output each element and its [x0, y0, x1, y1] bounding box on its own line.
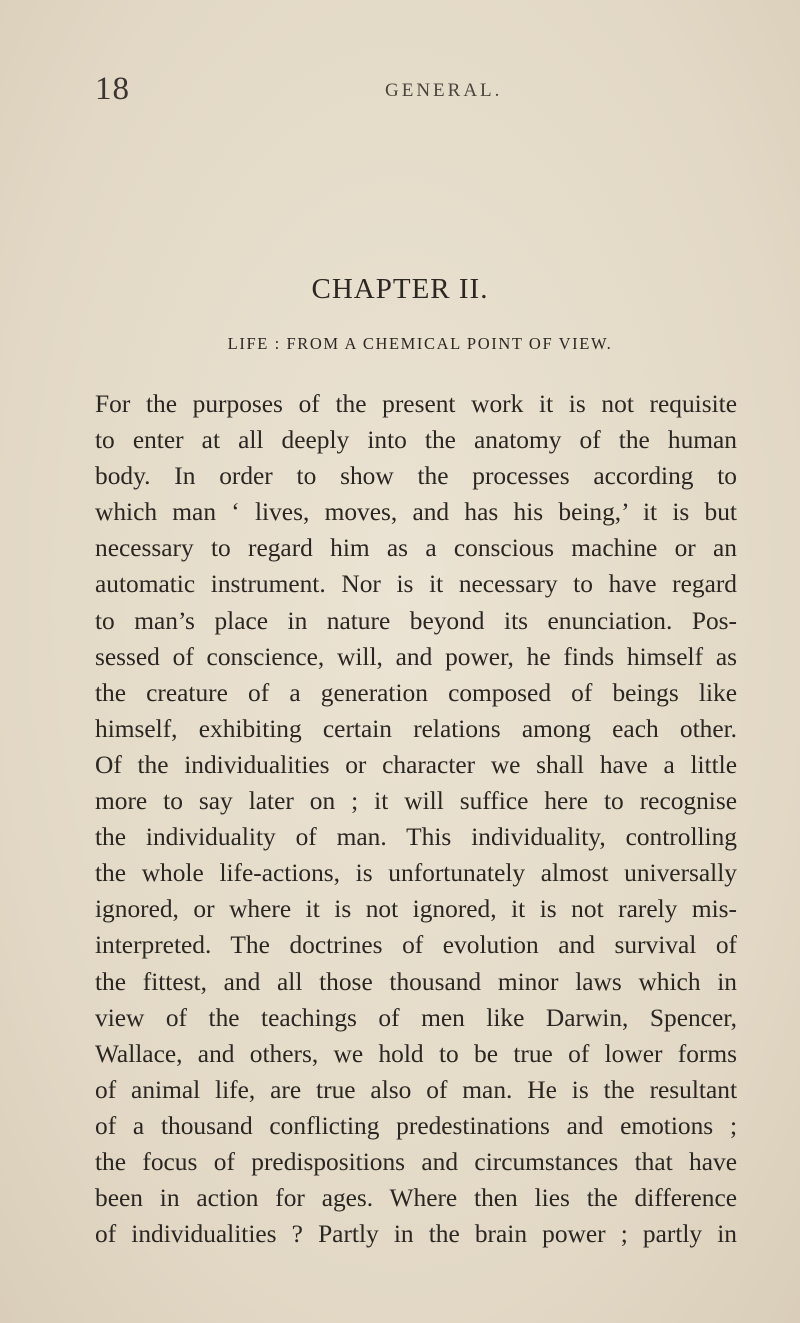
- text-line: himself, exhibiting certain relations among each other.: [95, 714, 737, 743]
- text-line: which man ‘ lives, moves, and has his being,’ it is but: [95, 498, 737, 527]
- text-line: the fittest, and all those thousand minor laws which in: [95, 967, 737, 996]
- text-line: of animal life, are true also of man. He is the resultant: [95, 1075, 737, 1104]
- text-line: Wallace, and others, we hold to be true of lower forms: [95, 1039, 737, 1068]
- text-line: the whole life-actions, is unfortunately almost universally: [95, 859, 737, 888]
- text-line: necessary to regard him as a conscious machine or an: [95, 534, 737, 563]
- text-line: of a thousand conflicting predestinations and emotions ;: [95, 1111, 737, 1140]
- text-line: the individuality of man. This individuality, controlling: [95, 823, 737, 852]
- text-line: sessed of conscience, will, and power, he finds himself as: [95, 642, 737, 671]
- text-line: the focus of predispositions and circumstances that have: [95, 1147, 737, 1176]
- running-title: GENERAL.: [385, 80, 503, 101]
- text-line: ignored, or where it is not ignored, it is not rarely mis-: [95, 895, 737, 924]
- text-line: the creature of a generation composed of beings like: [95, 678, 737, 707]
- page-number: 18: [95, 71, 130, 107]
- body-paragraph: [95, 386, 737, 1252]
- chapter-subtitle: LIFE : FROM A CHEMICAL POINT OF VIEW.: [227, 334, 613, 353]
- text-line: been in action for ages. Where then lies the difference: [95, 1184, 737, 1213]
- running-head: [95, 71, 735, 111]
- text-line: to man’s place in nature beyond its enunciation. Pos-: [95, 606, 737, 635]
- text-line: For the purposes of the present work it is not requisite: [95, 390, 737, 418]
- text-line: more to say later on ; it will suffice here to recognise: [95, 787, 737, 816]
- text-line: view of the teachings of men like Darwin, Spencer,: [95, 1003, 737, 1032]
- text-line: interpreted. The doctrines of evolution and survival of: [95, 931, 737, 960]
- text-line: body. In order to show the processes according to: [95, 462, 737, 491]
- text-line: of individualities ? Partly in the brain power ; partly in: [95, 1220, 737, 1249]
- text-line: automatic instrument. Nor is it necessary to have regard: [95, 570, 737, 599]
- text-line: Of the individualities or character we shall have a little: [95, 750, 737, 779]
- chapter-title: CHAPTER II.: [311, 273, 489, 305]
- text-line: to enter at all deeply into the anatomy of the human: [95, 426, 737, 455]
